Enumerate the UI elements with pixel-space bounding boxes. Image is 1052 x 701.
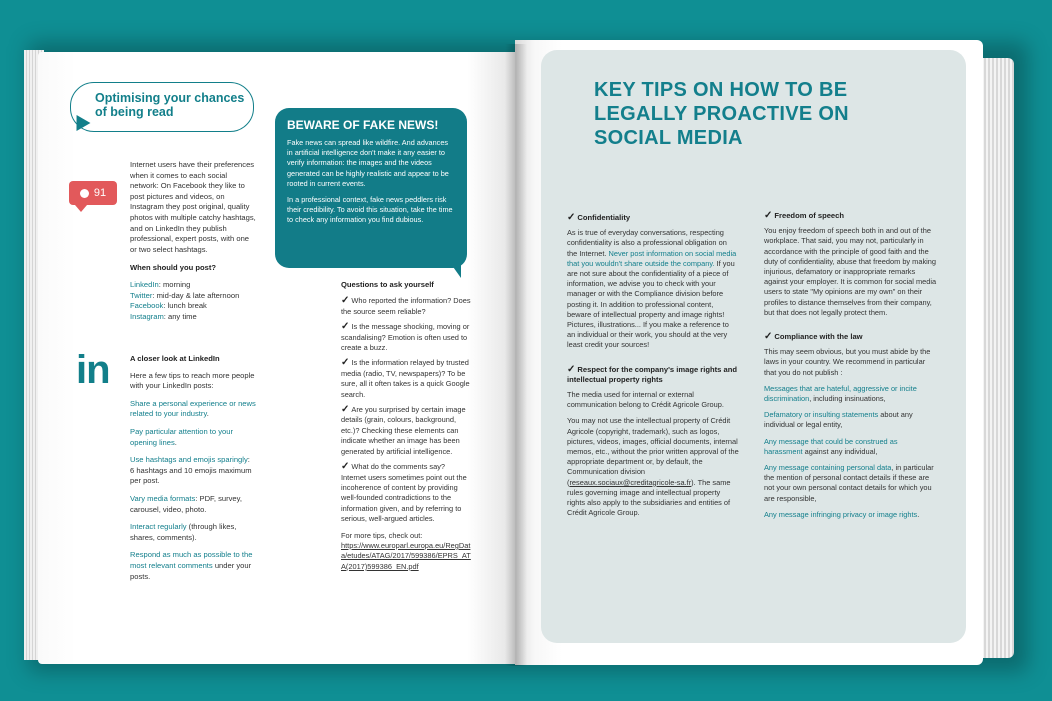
section-title: Optimising your chances of being read (95, 91, 245, 119)
checkmark-icon: ✓ (341, 295, 350, 307)
question-item: ✓ What do the comments say? Internet users sometimes point out the incoherence of content by providing well-founded contradictions to the information given, and by referring to serious, well-argued articles. (341, 461, 467, 524)
questions-column (341, 280, 471, 572)
compliance-item: Defamatory or insulting statements about any individual or legal entity, (764, 410, 913, 430)
fake-news-title: BEWARE OF FAKE NEWS! (287, 118, 439, 132)
checkmark-icon: ✓ (341, 321, 350, 333)
linkedin-column (130, 354, 256, 589)
question-item: ✓ Are you surprised by certain image details (grain, colours, background, etc.)? Checking these elements can indicate whether an image has been generated by artificial intelligence. (341, 404, 466, 456)
confidentiality-heading: ✓ Confidentiality (567, 212, 631, 223)
when-heading: When should you post? (130, 263, 217, 273)
heart-icon (80, 189, 89, 198)
checkmark-icon: ✓ (341, 461, 350, 473)
image-rights-text: The media used for internal or external communication belong to Crédit Agricole Group. (567, 390, 724, 410)
tip-item: Vary media formats: PDF, survey, carousel, video, photo. (130, 493, 242, 514)
notification-badge (69, 181, 117, 205)
compliance-item: Messages that are hateful, aggressive or incite discrimination, including insinuations, (764, 383, 917, 404)
intro-column (130, 160, 256, 322)
closer-intro: Here a few tips to reach more people with your LinkedIn posts: (130, 370, 255, 391)
tip-item: Use hashtags and emojis sparingly: 6 hashtags and 10 emojis maximum per post. (130, 455, 252, 486)
page-title: KEY TIPS ON HOW TO BE LEGALLY PROACTIVE ON SOCIAL MEDIA (594, 79, 849, 149)
free-speech-text: You enjoy freedom of speech both in and out of the workplace. That said, you may not, particularly in accordance with the principle of good faith and the duty of confidentiality, abuse that freedom by making injurious, defamatory or inappropriate remarks against your employer. It is common for social media users to state "My opinions are my own" on their profiles to distance themselves from their company, but that does not legally protect them. (764, 226, 937, 317)
book-spine (505, 44, 527, 666)
checkmark-icon: ✓ (567, 363, 576, 375)
tip-item: Respond as much as possible to the most relevant comments under your posts. (130, 550, 253, 581)
question-item: ✓ Who reported the information? Does the source seem reliable? (341, 295, 471, 316)
badge-count: 91 (93, 187, 107, 199)
compliance-item: Any message containing personal data, in particular the mention of personal contact details if these are not your own personal contact details for which you are responsible, (764, 463, 934, 503)
when-item: Instagram: any time (130, 311, 197, 321)
more-tips: For more tips, check out: (341, 530, 423, 540)
when-item: Facebook: lunch break (130, 301, 207, 311)
questions-heading: Questions to ask yourself (341, 280, 434, 289)
checkmark-icon: ✓ (567, 212, 576, 223)
question-item: ✓ Is the information relayed by trusted media (radio, TV, newspapers)? To be sure, all it often takes is a quick Google search. (341, 357, 470, 399)
left-tips-column (567, 213, 739, 524)
more-tips-link[interactable]: https://www.europarl.europa.eu/RegData/etudes/ATAG/2017/599386/EPRS_ATA(2017)599386_EN.pdf (341, 540, 471, 571)
tip-item: Interact regularly (through likes, shares, comments). (130, 522, 237, 542)
free-speech-heading: ✓ Freedom of speech (764, 210, 845, 221)
compliance-text: This may seem obvious, but you must abide by the laws in your country. We recommend in particular that you do not publish : (764, 347, 931, 377)
when-list (130, 280, 256, 322)
image-rights-heading: ✓ Respect for the company's image rights and intellectual property rights (567, 363, 738, 384)
closer-heading: A closer look at LinkedIn (130, 354, 220, 363)
checkmark-icon: ✓ (341, 357, 350, 369)
linkedin-icon: in (76, 348, 110, 392)
confidentiality-text: As is true of everyday conversations, respecting confidentiality is also a professional obligation on the Internet. Never post information on social media that you wouldn't share outside the company. If you are not sure about the confidentiality of a piece of information, we advise you to check with your manager or with the Compliance division before posting it. In addition to professional content, beware of intellectual property and image rights! Pictures, illustrations... If you make a reference to an individual or their work, you should at the very least credit your sources! (567, 228, 737, 350)
fake-news-text: In a professional context, fake news peddlers risk their credibility. To avoid this situation, take the time to check any information you find dubious. (287, 195, 453, 225)
intro-text: Internet users have their preferences when it comes to each social network: On Facebook they like to post pictures and videos, on Instagram they post original, quality photos with multiple catchy hashtags, and on LinkedIn they publish professional, expert posts, with one or two select hashtags. (130, 160, 256, 254)
when-item: Twitter: mid-day & late afternoon (130, 290, 240, 300)
right-tips-column (764, 211, 938, 526)
image-rights-text: You may not use the intellectual property of Crédit Agricole (copyright, trademark), such as logos, pictures, videos, images, official documents, internal memos, etc., without the prior written approval of the appropriate department or, by default, the Communication division (reseaux.sociaux@creditagricole-sa.fr). The same rules governing image and intellectual property rights also apply to the subsidiaries and entities of Crédit Agricole Group. (567, 416, 739, 518)
fake-news-box (275, 108, 467, 268)
question-item: ✓ Is the message shocking, moving or scandalising? Emotion is often used to create a buzz. (341, 321, 470, 353)
compliance-item: Any message that could be construed as harassment against any individual, (764, 436, 898, 456)
checkmark-icon: ✓ (764, 210, 773, 221)
checkmark-icon: ✓ (764, 331, 773, 343)
compliance-heading: ✓ Compliance with the law (764, 331, 863, 343)
tip-item: Share a personal experience or news related to your industry. (130, 398, 256, 419)
when-item: LinkedIn: morning (130, 279, 191, 289)
fake-news-text: Fake news can spread like wildfire. And advances in artificial intelligence don't make it any easier to verify information: the images and the videos generated can be highly realistic and appear to be rooted in current events. (287, 138, 449, 188)
tip-item: Pay particular attention to your opening lines. (130, 426, 233, 447)
checkmark-icon: ✓ (341, 404, 350, 416)
email-link[interactable]: reseaux.sociaux@creditagricole-sa.fr (569, 477, 692, 487)
compliance-item: Any message infringing privacy or image rights. (764, 509, 920, 519)
